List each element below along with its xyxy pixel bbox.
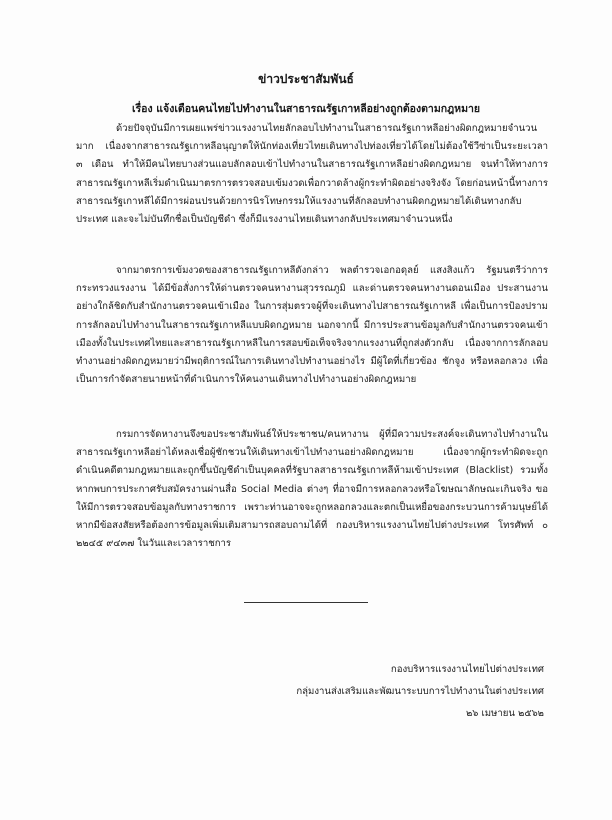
signature-department: กลุ่มงานส่งเสริมและพัฒนาระบบการไปทำงานในต่างประเทศ (296, 686, 544, 697)
divider-line (244, 602, 368, 603)
signature-organization: กองบริหารแรงงานไทยไปต่างประเทศ (390, 664, 544, 675)
paragraph-measures: จากมาตรการเข้มงวดของสาธารณรัฐเกาหลีดังกล่าว พลตำรวจเอกอดุลย์ แสงสิงแก้ว รัฐมนตรีว่าการกระทรวงแรงงาน ได้มีข้อสั่งการให้ด่านตรวจคนหางานสุวรรณภูมิ และด่านตรวจคนหางานดอนเมือง ประสานงานอย่างใกล้ชิดกับสำนักงานตรวจคนเข้าเมือง ในการสุ่มตรวจผู้ที่จะเดินทางไปสาธารณรัฐเกาหลี เพื่อเป็นการป้องปรามการลักลอบไปทำงานในสาธารณรัฐเกาหลีแบบผิดกฎหมาย นอกจากนี้ มีการประสานข้อมูลกับสำนักงานตรวจคนเข้าเมืองทั้งในประเทศไทยและสาธารณรัฐเกาหลีในการสอบข้อเท็จจริงจากแรงงานที่ถูกส่งตัวกลับ เนื่องจากการลักลอบทำงานอย่างผิดกฎหมายว่ามีพฤติการณ์ในการเดินทางไปทำงานอย่างไร มีผู้ใดที่เกี่ยวข้อง ชักจูง หรือหลอกลวง เพื่อเป็นการกำจัดสายนายหน้าที่ดำเนินการให้คนงานเดินทางไปทำงานอย่างผิดกฎหมาย (76, 265, 548, 386)
document-subject: เรื่อง แจ้งเตือนคนไทยไปทำงานในสาธารณรัฐเกาหลีอย่างถูกต้องตามกฎหมาย (131, 103, 481, 115)
signature-date: ๒๖ เมษายน ๒๕๖๒ (465, 708, 544, 719)
paragraph-intro: ด้วยปัจจุบันมีการเผยแพร่ข่าวแรงงานไทยลักลอบไปทำงานในสาธารณรัฐเกาหลีอย่างผิดกฎหมายจำนวนมาก เนื่องจากสาธารณรัฐเกาหลีอนุญาตให้นักท่องเที่ยวไทยเดินทางไปท่องเที่ยวได้โดยไม่ต้องใช้วีซ่าเป็นระยะเวลา ๓ เดือน ทำให้มีคนไทยบางส่วนแอบลักลอบเข้าไปทำงานในสาธารณรัฐเกาหลีอย่างผิดกฎหมาย จนทำให้ทางการสาธารณรัฐเกาหลีเริ่มดำเนินมาตรการตรวจสอบเข้มงวดเพื่อกวาดล้างผู้กระทำผิดอย่างจริงจัง โดยก่อนหน้านี้ทางการสาธารณรัฐเกาหลีได้มีการผ่อนปรนด้วยการนิรโทษกรรมให้แรงงานที่ลักลอบทำงานผิดกฎหมายได้เดินทางกลับประเทศ และจะไม่บันทึกชื่อเป็นบัญชีดำ ซึ่งก็มีแรงงานไทยเดินทางกลับประเทศมาจำนวนหนึ่ง (76, 123, 548, 226)
document-title: ข่าวประชาสัมพันธ์ (258, 72, 354, 86)
paragraph-advisory: กรมการจัดหางานจึงขอประชาสัมพันธ์ให้ประชาชน/คนหางาน ผู้ที่มีความประสงค์จะเดินทางไปทำงานในสาธารณรัฐเกาหลีอย่าได้หลงเชื่อผู้ชักชวนให้เดินทางเข้าไปทำงานอย่างผิดกฎหมาย เนื่องจากผู้กระทำผิดจะถูกดำเนินคดีตามกฎหมายและถูกขึ้นบัญชีดำเป็นบุคคลที่รัฐบาลสาธารณรัฐเกาหลีห้ามเข้าประเทศ (Blacklist) รวมทั้งหากพบการประกาศรับสมัครงานผ่านสื่อ Social Media ต่างๆ ที่อาจมีการหลอกลวงหรือโฆษณาลักษณะเกินจริง ขอให้มีการตรวจสอบข้อมูลกับทางราชการ เพราะท่านอาจจะถูกหลอกลวงและตกเป็นเหยื่อของกระบวนการค้ามนุษย์ได้ หากมีข้อสงสัยหรือต้องการข้อมูลเพิ่มเติมสามารถสอบถามได้ที่ กองบริหารแรงงานไทยไปต่างประเทศ โทรศัพท์ ๐ ๒๒๔๕ ๙๔๓๗ ในวันและเวลาราชการ (76, 429, 548, 550)
